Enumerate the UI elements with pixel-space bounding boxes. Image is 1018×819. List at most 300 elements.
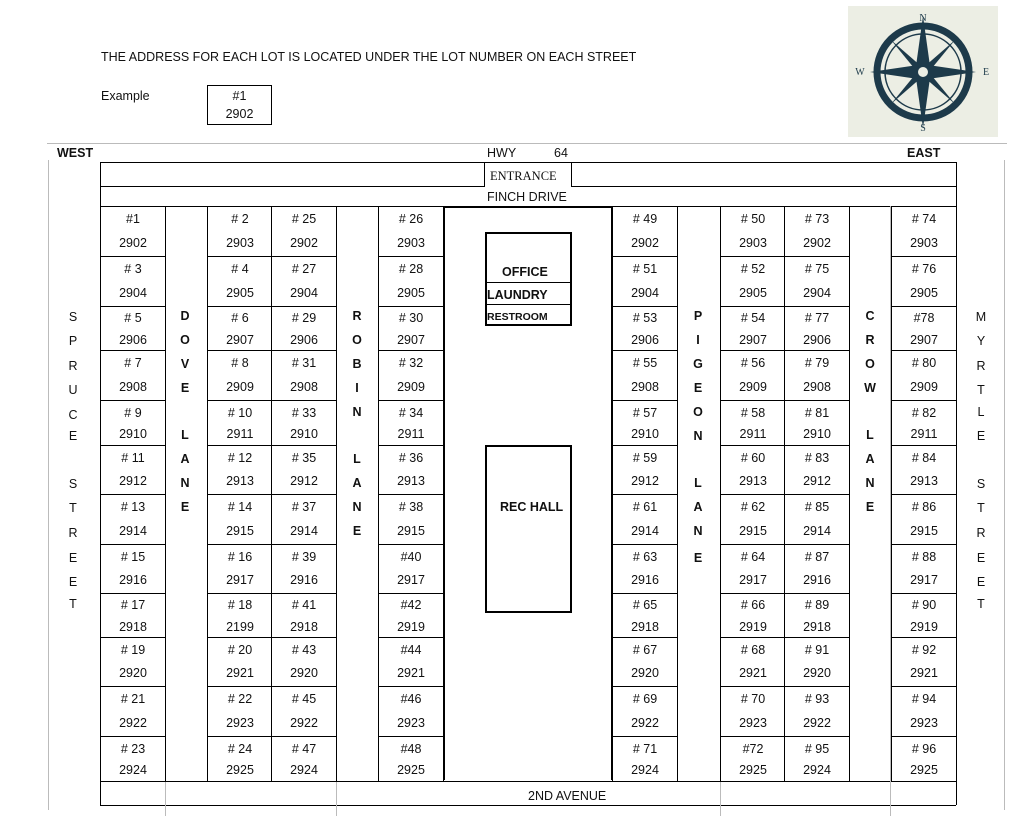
lot-number: # 30 bbox=[398, 311, 424, 325]
myrtle-street-letter: E bbox=[976, 575, 986, 589]
lot-number: # 43 bbox=[291, 643, 317, 657]
lot-cell bbox=[891, 206, 957, 257]
lot-address: 2907 bbox=[910, 333, 938, 347]
lot-number: # 32 bbox=[398, 356, 424, 370]
lot-number: # 16 bbox=[227, 550, 253, 564]
lot-number: # 8 bbox=[231, 356, 249, 370]
robin-street-letter: R bbox=[352, 309, 362, 323]
lot-cell bbox=[271, 494, 337, 545]
lot-number: # 19 bbox=[120, 643, 146, 657]
lot-cell bbox=[378, 306, 444, 351]
lot-address: 2903 bbox=[910, 236, 938, 250]
lot-cell bbox=[891, 350, 957, 401]
lot-number: # 54 bbox=[740, 311, 766, 325]
lot-address: 2920 bbox=[119, 666, 147, 680]
compass-s: S bbox=[920, 123, 926, 134]
myrtle-street-letter: T bbox=[977, 383, 985, 397]
lot-address: 2911 bbox=[226, 427, 254, 441]
lot-cell bbox=[612, 736, 678, 782]
lot-number: # 84 bbox=[911, 451, 937, 465]
lot-cell bbox=[720, 206, 786, 257]
dove-street-letter: L bbox=[181, 428, 189, 442]
lot-cell bbox=[784, 400, 850, 446]
lot-number: #42 bbox=[400, 598, 422, 612]
lot-address: 2922 bbox=[631, 716, 659, 730]
lot-address: 2199 bbox=[226, 620, 254, 634]
lot-cell bbox=[100, 637, 166, 687]
band-right bbox=[956, 162, 957, 206]
lot-address: 2912 bbox=[119, 474, 147, 488]
lot-cell bbox=[720, 400, 786, 446]
lot-address: 2911 bbox=[910, 427, 938, 441]
lot-cell bbox=[891, 686, 957, 737]
lot-cell bbox=[100, 445, 166, 495]
dove-street-letter: E bbox=[180, 381, 190, 395]
lot-number: # 57 bbox=[632, 406, 658, 420]
lot-cell bbox=[612, 306, 678, 351]
dove-street-letter: A bbox=[180, 452, 190, 466]
lot-cell bbox=[891, 544, 957, 594]
pigeon-street-letter: O bbox=[693, 405, 703, 419]
lot-address: 2912 bbox=[631, 474, 659, 488]
lot-address: 2915 bbox=[739, 524, 767, 538]
example-lot-box bbox=[207, 85, 272, 125]
lot-number: # 95 bbox=[804, 742, 830, 756]
lot-cell bbox=[720, 350, 786, 401]
lot-number: # 35 bbox=[291, 451, 317, 465]
lot-number: # 21 bbox=[120, 692, 146, 706]
lot-cell bbox=[207, 256, 273, 307]
lot-cell bbox=[720, 593, 786, 638]
compass-n: N bbox=[919, 13, 927, 24]
myrtle-street-letter: R bbox=[976, 526, 986, 540]
lot-number: # 81 bbox=[804, 406, 830, 420]
lot-number: # 47 bbox=[291, 742, 317, 756]
lot-cell bbox=[207, 494, 273, 545]
lot-address: 2907 bbox=[226, 333, 254, 347]
lot-number: # 36 bbox=[398, 451, 424, 465]
lot-cell bbox=[784, 256, 850, 307]
lot-number: # 11 bbox=[121, 451, 145, 465]
lot-cell bbox=[271, 256, 337, 307]
band-left bbox=[100, 162, 101, 206]
crow-street-letter: C bbox=[865, 309, 875, 323]
lot-address: 2905 bbox=[739, 286, 767, 300]
lot-address: 2919 bbox=[910, 620, 938, 634]
lot-address: 2917 bbox=[397, 573, 425, 587]
lot-cell bbox=[271, 400, 337, 446]
lot-address: 2904 bbox=[119, 286, 147, 300]
lot-cell bbox=[612, 256, 678, 307]
lot-address: 2925 bbox=[226, 763, 254, 777]
lot-address: 2904 bbox=[290, 286, 318, 300]
myrtle-street-letter: Y bbox=[976, 334, 986, 348]
lot-address: 2917 bbox=[226, 573, 254, 587]
robin-street-letter: O bbox=[352, 333, 362, 347]
lot-number: # 20 bbox=[227, 643, 253, 657]
pigeon-street-letter: N bbox=[693, 524, 703, 538]
lot-address: 2909 bbox=[910, 380, 938, 394]
lot-number: # 75 bbox=[804, 262, 830, 276]
lot-number: #1 bbox=[126, 212, 140, 226]
lot-number: # 17 bbox=[120, 598, 146, 612]
lot-address: 2924 bbox=[803, 763, 831, 777]
lot-address: 2913 bbox=[226, 474, 254, 488]
pigeon-street-letter: I bbox=[696, 333, 700, 347]
lot-number: # 41 bbox=[291, 598, 317, 612]
pigeon-street-letter: N bbox=[693, 429, 703, 443]
lot-number: # 73 bbox=[804, 212, 830, 226]
lot-number: #78 bbox=[913, 311, 935, 325]
lot-cell bbox=[612, 544, 678, 594]
lot-number: #44 bbox=[400, 643, 422, 657]
lot-cell bbox=[612, 445, 678, 495]
myrtle-street-letter: E bbox=[976, 551, 986, 565]
lot-cell bbox=[378, 256, 444, 307]
instruction-text: THE ADDRESS FOR EACH LOT IS LOCATED UNDER THE LOT NUMBER ON EACH STREET bbox=[101, 50, 637, 64]
lot-cell bbox=[784, 637, 850, 687]
lot-cell bbox=[271, 306, 337, 351]
lot-address: 2909 bbox=[397, 380, 425, 394]
lot-cell bbox=[271, 350, 337, 401]
lot-cell bbox=[207, 206, 273, 257]
lot-number: # 38 bbox=[398, 500, 424, 514]
lot-number: # 87 bbox=[804, 550, 830, 564]
lot-address: 2910 bbox=[119, 427, 147, 441]
lot-address: 2925 bbox=[397, 763, 425, 777]
lot-address: 2906 bbox=[631, 333, 659, 347]
lot-number: # 92 bbox=[911, 643, 937, 657]
lot-address: 2917 bbox=[739, 573, 767, 587]
lot-address: 2904 bbox=[631, 286, 659, 300]
lot-number: # 74 bbox=[911, 212, 937, 226]
lot-cell bbox=[784, 544, 850, 594]
myrtle-street-letter: L bbox=[977, 405, 985, 419]
lot-number: # 71 bbox=[632, 742, 658, 756]
lot-cell bbox=[784, 445, 850, 495]
robin-street-letter: I bbox=[355, 381, 359, 395]
dove-street-letter: N bbox=[180, 476, 190, 490]
lot-number: # 7 bbox=[124, 356, 142, 370]
left-edge-line bbox=[48, 160, 49, 810]
lot-address: 2910 bbox=[631, 427, 659, 441]
pigeon-street-letter: G bbox=[693, 357, 703, 371]
center-top-border bbox=[443, 206, 613, 208]
lot-cell bbox=[784, 306, 850, 351]
lot-cell bbox=[891, 637, 957, 687]
lot-address: 2917 bbox=[910, 573, 938, 587]
lot-number: # 90 bbox=[911, 598, 937, 612]
spruce-street-letter: S bbox=[68, 310, 78, 324]
lot-address: 2923 bbox=[910, 716, 938, 730]
lot-cell bbox=[271, 736, 337, 782]
lot-cell bbox=[784, 494, 850, 545]
lot-number: # 91 bbox=[804, 643, 830, 657]
lot-number: # 5 bbox=[124, 311, 142, 325]
lot-cell bbox=[207, 400, 273, 446]
lot-number: # 15 bbox=[120, 550, 146, 564]
lot-address: 2920 bbox=[803, 666, 831, 680]
lot-number: # 18 bbox=[227, 598, 253, 612]
lot-number: # 58 bbox=[740, 406, 766, 420]
lot-address: 2913 bbox=[910, 474, 938, 488]
lot-address: 2909 bbox=[226, 380, 254, 394]
lot-cell bbox=[612, 350, 678, 401]
lot-address: 2915 bbox=[226, 524, 254, 538]
lot-cell bbox=[100, 736, 166, 782]
lot-cell bbox=[891, 593, 957, 638]
spruce-street-letter: P bbox=[68, 334, 78, 348]
lot-cell bbox=[378, 445, 444, 495]
lot-address: 2923 bbox=[739, 716, 767, 730]
lot-address: 2911 bbox=[739, 427, 767, 441]
lot-address: 2920 bbox=[290, 666, 318, 680]
lot-address: 2914 bbox=[631, 524, 659, 538]
lot-address: 2911 bbox=[397, 427, 425, 441]
lot-number: # 28 bbox=[398, 262, 424, 276]
lot-address: 2906 bbox=[290, 333, 318, 347]
lot-address: 2908 bbox=[803, 380, 831, 394]
dove-street-letter: O bbox=[180, 333, 190, 347]
myrtle-street-letter: T bbox=[977, 597, 985, 611]
lot-number: #40 bbox=[400, 550, 422, 564]
lot-address: 2903 bbox=[739, 236, 767, 250]
lot-address: 2919 bbox=[397, 620, 425, 634]
lot-number: # 37 bbox=[291, 500, 317, 514]
lot-address: 2924 bbox=[631, 763, 659, 777]
bottom-band-right bbox=[956, 781, 957, 805]
lot-number: # 53 bbox=[632, 311, 658, 325]
rec-hall-label: REC HALL bbox=[500, 500, 564, 514]
robin-street-letter: N bbox=[352, 500, 362, 514]
lot-number: # 26 bbox=[398, 212, 424, 226]
lot-cell bbox=[207, 637, 273, 687]
lot-number: # 23 bbox=[120, 742, 146, 756]
lot-cell bbox=[271, 637, 337, 687]
lot-cell bbox=[891, 494, 957, 545]
lot-address: 2921 bbox=[910, 666, 938, 680]
lot-number: # 94 bbox=[911, 692, 937, 706]
lot-address: 2906 bbox=[803, 333, 831, 347]
lot-cell bbox=[720, 637, 786, 687]
lot-address: 2921 bbox=[397, 666, 425, 680]
lot-cell bbox=[207, 736, 273, 782]
lot-cell bbox=[207, 686, 273, 737]
lot-number: # 88 bbox=[911, 550, 937, 564]
lot-number: # 56 bbox=[740, 356, 766, 370]
lot-number: # 13 bbox=[120, 500, 146, 514]
lot-cell bbox=[378, 637, 444, 687]
lot-address: 2912 bbox=[803, 474, 831, 488]
lot-cell bbox=[100, 494, 166, 545]
lot-address: 2907 bbox=[397, 333, 425, 347]
lot-address: 2904 bbox=[803, 286, 831, 300]
pigeon-street-letter: E bbox=[693, 381, 703, 395]
lot-number: # 65 bbox=[632, 598, 658, 612]
lot-address: 2908 bbox=[631, 380, 659, 394]
lot-cell bbox=[378, 400, 444, 446]
lot-cell bbox=[100, 350, 166, 401]
lot-cell bbox=[271, 593, 337, 638]
dove-street-letter: V bbox=[180, 357, 190, 371]
spruce-street-letter: T bbox=[69, 597, 77, 611]
lot-number: # 69 bbox=[632, 692, 658, 706]
lot-number: # 24 bbox=[227, 742, 253, 756]
crow-street-letter: N bbox=[865, 476, 875, 490]
lot-address: 2918 bbox=[119, 620, 147, 634]
lot-cell bbox=[784, 206, 850, 257]
lot-number: #46 bbox=[400, 692, 422, 706]
lot-address: 2918 bbox=[631, 620, 659, 634]
finch-drive-label: FINCH DRIVE bbox=[487, 190, 567, 204]
pigeon-street-letter: A bbox=[693, 500, 703, 514]
lot-cell bbox=[207, 544, 273, 594]
lot-cell bbox=[891, 736, 957, 782]
lot-address: 2916 bbox=[803, 573, 831, 587]
lot-cell bbox=[720, 736, 786, 782]
lot-cell bbox=[784, 686, 850, 737]
lot-number: # 29 bbox=[291, 311, 317, 325]
hwy-label: HWY bbox=[487, 146, 517, 160]
lot-cell bbox=[612, 400, 678, 446]
lot-address: 2922 bbox=[119, 716, 147, 730]
lot-address: 2919 bbox=[739, 620, 767, 634]
spruce-street-letter: E bbox=[68, 429, 78, 443]
lot-address: 2913 bbox=[739, 474, 767, 488]
lot-address: 2915 bbox=[397, 524, 425, 538]
lot-address: 2912 bbox=[290, 474, 318, 488]
right-edge-line bbox=[1004, 160, 1005, 810]
lot-number: # 52 bbox=[740, 262, 766, 276]
lot-cell bbox=[100, 206, 166, 257]
lot-cell bbox=[891, 256, 957, 307]
lot-number: # 9 bbox=[124, 406, 142, 420]
myrtle-street-letter: T bbox=[977, 501, 985, 515]
bottom-band-bottom bbox=[100, 805, 956, 806]
lot-cell bbox=[100, 256, 166, 307]
lot-number: # 76 bbox=[911, 262, 937, 276]
robin-street-letter: E bbox=[352, 524, 362, 538]
compass-e: E bbox=[982, 67, 990, 78]
lot-address: 2902 bbox=[290, 236, 318, 250]
crow-street-letter: A bbox=[865, 452, 875, 466]
lot-number: # 63 bbox=[632, 550, 658, 564]
lot-address: 2925 bbox=[910, 763, 938, 777]
lot-number: # 3 bbox=[124, 262, 142, 276]
lot-cell bbox=[891, 400, 957, 446]
lot-number: # 79 bbox=[804, 356, 830, 370]
spruce-street-letter: U bbox=[68, 383, 78, 397]
entrance-label: ENTRANCE bbox=[490, 169, 557, 183]
lot-number: # 93 bbox=[804, 692, 830, 706]
lot-address: 2908 bbox=[290, 380, 318, 394]
lot-number: # 70 bbox=[740, 692, 766, 706]
lot-cell bbox=[720, 445, 786, 495]
lot-cell bbox=[378, 350, 444, 401]
lot-address: 2923 bbox=[226, 716, 254, 730]
lot-cell bbox=[100, 593, 166, 638]
west-label: WEST bbox=[57, 146, 94, 160]
lot-cell bbox=[207, 593, 273, 638]
lot-cell bbox=[612, 494, 678, 545]
lot-cell bbox=[720, 686, 786, 737]
compass-rose-icon bbox=[848, 6, 998, 137]
lot-cell bbox=[378, 494, 444, 545]
lot-address: 2906 bbox=[119, 333, 147, 347]
lot-address: 2914 bbox=[290, 524, 318, 538]
lot-cell bbox=[271, 544, 337, 594]
myrtle-street-letter: S bbox=[976, 477, 986, 491]
lot-address: 2921 bbox=[739, 666, 767, 680]
lot-cell bbox=[378, 736, 444, 782]
lot-address: 2916 bbox=[631, 573, 659, 587]
lot-address: 2902 bbox=[119, 236, 147, 250]
lot-cell bbox=[271, 206, 337, 257]
lot-number: #72 bbox=[742, 742, 764, 756]
lot-cell bbox=[784, 350, 850, 401]
lot-address: 2922 bbox=[803, 716, 831, 730]
lot-number: # 64 bbox=[740, 550, 766, 564]
dove-street-letter: E bbox=[180, 500, 190, 514]
example-lot-number: #1 bbox=[232, 89, 247, 103]
lot-number: # 68 bbox=[740, 643, 766, 657]
robin-street-letter: B bbox=[352, 357, 362, 371]
lot-number: # 85 bbox=[804, 500, 830, 514]
lot-cell bbox=[271, 686, 337, 737]
pigeon-street-letter: L bbox=[694, 476, 702, 490]
second-avenue-label: 2ND AVENUE bbox=[528, 789, 607, 803]
lot-address: 2923 bbox=[397, 716, 425, 730]
lot-address: 2924 bbox=[290, 763, 318, 777]
rec-hall-building bbox=[485, 445, 572, 613]
lot-number: # 27 bbox=[291, 262, 317, 276]
lot-number: # 80 bbox=[911, 356, 937, 370]
lot-cell bbox=[100, 306, 166, 351]
lot-address: 2913 bbox=[397, 474, 425, 488]
lot-address: 2905 bbox=[397, 286, 425, 300]
spruce-street-letter: R bbox=[68, 359, 78, 373]
lot-number: # 77 bbox=[804, 311, 830, 325]
lot-cell bbox=[271, 445, 337, 495]
lot-number: # 31 bbox=[291, 356, 317, 370]
lot-cell bbox=[891, 306, 957, 351]
lot-number: # 86 bbox=[911, 500, 937, 514]
dove-street-letter: D bbox=[180, 309, 190, 323]
lot-address: 2907 bbox=[739, 333, 767, 347]
myrtle-street-letter: R bbox=[976, 359, 986, 373]
lot-address: 2908 bbox=[119, 380, 147, 394]
lot-cell bbox=[207, 445, 273, 495]
lot-number: # 49 bbox=[632, 212, 658, 226]
example-lot-address: 2902 bbox=[225, 107, 254, 121]
crow-street-letter: O bbox=[865, 357, 875, 371]
spruce-street-letter: S bbox=[68, 477, 78, 491]
lot-number: # 61 bbox=[632, 500, 658, 514]
lot-cell bbox=[378, 206, 444, 257]
lot-address: 2925 bbox=[739, 763, 767, 777]
lot-number: # 45 bbox=[291, 692, 317, 706]
lot-number: # 12 bbox=[227, 451, 253, 465]
laundry-label: LAUNDRY bbox=[487, 288, 548, 302]
hwy-number: 64 bbox=[554, 146, 568, 160]
spruce-street-letter: C bbox=[68, 408, 78, 422]
lot-number: #48 bbox=[400, 742, 422, 756]
lot-address: 2902 bbox=[631, 236, 659, 250]
lot-number: # 25 bbox=[291, 212, 317, 226]
lot-cell bbox=[378, 593, 444, 638]
lot-address: 2915 bbox=[910, 524, 938, 538]
lot-number: # 2 bbox=[231, 212, 249, 226]
